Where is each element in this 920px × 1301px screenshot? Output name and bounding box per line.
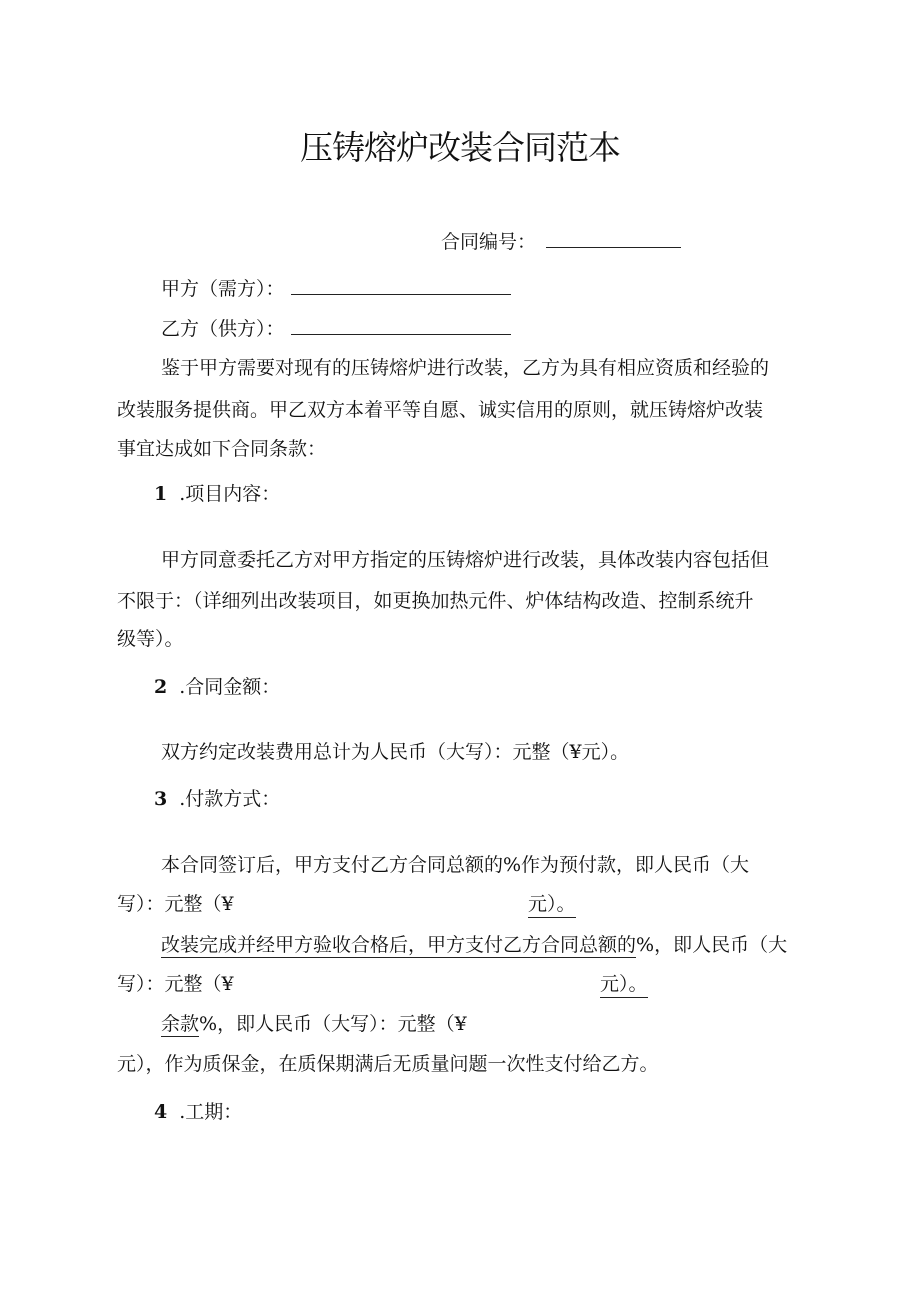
section-2-number: 2 (154, 676, 168, 698)
section-3-p1-line-2-end: 元）。 (528, 892, 576, 918)
party-a-label: 甲方（需方）： (161, 278, 285, 300)
section-3-p3-rest: %，即人民币（大写）：元整（¥ (199, 1013, 467, 1035)
section-1-title: .项目内容： (179, 483, 281, 505)
section-4-heading (154, 1100, 242, 1124)
section-2-line-1: 双方约定改装费用总计为人民币（大写）：元整（¥元）。 (161, 741, 630, 763)
party-b-label: 乙方（供方）： (161, 318, 285, 340)
contract-number-field[interactable] (546, 229, 681, 248)
section-4-number: 4 (154, 1101, 168, 1123)
intro-line-1: 鉴于甲方需要对现有的压铸熔炉进行改装，乙方为具有相应资质和经验的 (161, 357, 770, 379)
section-3-heading (154, 787, 280, 811)
party-a-field[interactable] (291, 276, 511, 295)
section-3-p1-line-1: 本合同签订后，甲方支付乙方合同总额的%作为预付款，即人民币（大 (161, 854, 750, 876)
intro-line-3: 事宜达成如下合同条款： (117, 438, 327, 460)
section-3-p3-underlined: 余款 (161, 1013, 200, 1035)
section-3-p2-line-1 (161, 933, 787, 957)
contract-number-row (441, 229, 681, 254)
party-b-row (161, 316, 511, 341)
section-4-title: .工期： (179, 1101, 243, 1123)
party-b-field[interactable] (291, 316, 511, 335)
section-3-p2-line-2-end: 元）。 (600, 972, 648, 998)
section-1-line-1: 甲方同意委托乙方对甲方指定的压铸熔炉进行改装，具体改装内容包括但 (161, 549, 770, 571)
document-title: 压铸熔炉改装合同范本 (300, 128, 620, 167)
section-2-title: .合同金额： (179, 676, 281, 698)
section-1-number: 1 (154, 483, 168, 505)
section-2-heading (154, 675, 280, 699)
section-3-p2-rest: %，即人民币（大 (636, 934, 788, 956)
section-3-p2-line-2-start: 写）：元整（¥ (117, 973, 234, 995)
section-3-p2-underlined: 改装完成并经甲方验收合格后，甲方支付乙方合同总额的 (161, 934, 637, 956)
section-1-heading (154, 482, 280, 506)
section-3-p3-line-1 (161, 1012, 467, 1036)
intro-line-2: 改装服务提供商。甲乙双方本着平等自愿、诚实信用的原则，就压铸熔炉改装 (117, 399, 764, 421)
section-1-line-2: 不限于：（详细列出改装项目，如更换加热元件、炉体结构改造、控制系统升 (117, 590, 754, 612)
section-1-line-3: 级等）。 (117, 628, 184, 650)
contract-number-label: 合同编号： (441, 231, 537, 253)
section-3-p1-line-2-start: 写）：元整（¥ (117, 893, 234, 915)
section-3-p3-line-2: 元），作为质保金，在质保期满后无质量问题一次性支付给乙方。 (117, 1053, 659, 1075)
section-3-number: 3 (154, 788, 168, 810)
section-3-title: .付款方式： (179, 788, 281, 810)
party-a-row (161, 276, 511, 301)
